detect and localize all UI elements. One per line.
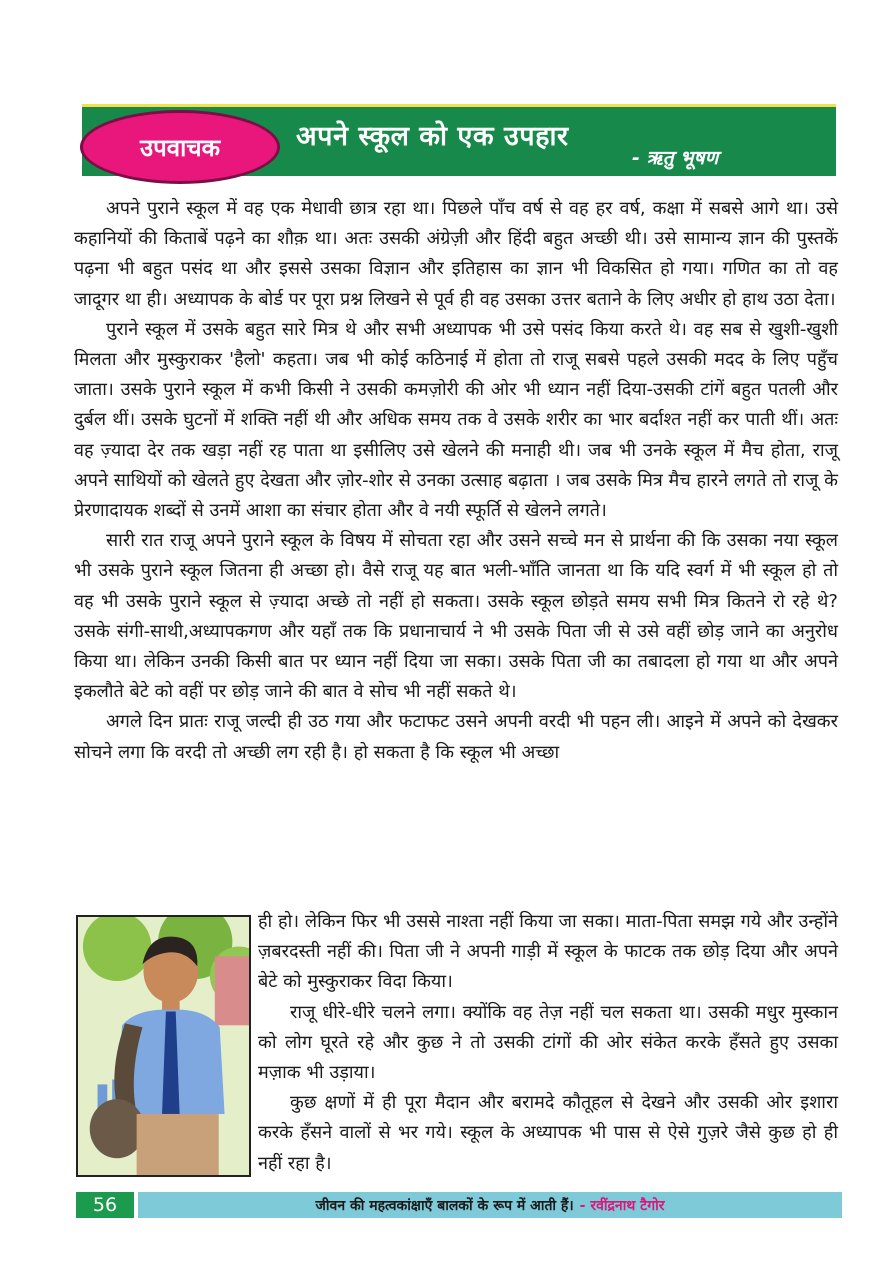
paragraph: ही हो। लेकिन फिर भी उससे नाश्ता नहीं किया जा सका। माता-पिता समझ गये और उन्होंने ज़बरदस्ती नहीं की। पिता जी ने अपनी गाड़ी में स्कूल के फाटक तक छोड़ दिया और अपने बेटे को मुस्कुराकर विदा किया। xyxy=(258,911,838,993)
footer-quote: जीवन की महत्वकांक्षाएँ बालकों के रूप में आती हैं। xyxy=(315,1197,574,1214)
paragraph: कुछ क्षणों में ही पूरा मैदान और बरामदे कौतूहल से देखने और उसकी ओर इशारा करके हँसने वालों से भर गये। स्कूल के अध्यापक भी पास से ऐसे गुज़रे जैसे कुछ हो ही नहीं रहा है। xyxy=(258,1092,838,1174)
section-badge-label: उपवाचक xyxy=(139,133,221,162)
paragraph: अपने पुराने स्कूल में वह एक मेधावी छात्र रहा था। पिछले पाँच वर्ष से वह हर वर्ष, कक्षा में सबसे आगे था। उसे कहानियों की किताबें पढ़ने का शौक़ था। अतः उसकी अंग्रेज़ी और हिंदी बहुत अच्छी थी। उसे सामान्य ज्ञान की पुस्तकें पढ़ना भी बहुत पसंद था और इससे उसका विज्ञान और इतिहास का ज्ञान भी विकसित हो गया। गणित का तो वह जादूगर था ही। अध्यापक के बोर्ड पर पूरा प्रश्न लिखने से पूर्व ही वह उसका उत्तर बताने के लिए अधीर हो हाथ उठा देता। xyxy=(74,198,838,310)
page-number: 56 xyxy=(76,1192,134,1218)
footer-quote-band xyxy=(138,1192,842,1218)
paragraph: अगले दिन प्रातः राजू जल्दी ही उठ गया और फटाफट उसने अपनी वरदी भी पहन ली। आइने में अपने को देखकर सोचने लगा कि वरदी तो अच्छी लग रही है। हो सकता है कि स्कूल भी अच्छा xyxy=(74,711,838,763)
chapter-title: अपने स्कूल को एक उपहार xyxy=(296,121,569,152)
story-body xyxy=(74,194,838,768)
paragraph: पुराने स्कूल में उसके बहुत सारे मित्र थे और सभी अध्यापक भी उसे पसंद किया करते थे। वह सब से खुशी-खुशी मिलता और मुस्कुराकर 'हैलो' कहता। जब भी कोई कठिनाई में होता तो राजू सबसे पहले उसकी मदद के लिए पहुँच जाता। उसके पुराने स्कूल में कभी किसी ने उसकी कमज़ोरी की ओर भी ध्यान नहीं दिया-उसकी टांगें बहुत पतली और दुर्बल थीं। उसके घुटनों में शक्ति नहीं थी और अधिक समय तक वे उसके शरीर का भार बर्दाश्त नहीं कर पाती थीं। अतः वह ज़्यादा देर तक खड़ा नहीं रह पाता था इसीलिए उसे खेलने की मनाही थी। जब भी उनके स्कूल में मैच होता, राजू अपने साथियों को खेलते हुए देखता और ज़ोर-शोर से उनका उत्साह बढ़ाता । जब उसके मित्र मैच हारने लगते तो राजू के प्रेरणादायक शब्दों से उनमें आशा का संचार होता और वे नयी स्फूर्ति से खेलने लगते। xyxy=(74,318,838,522)
story-body-wrapped xyxy=(258,907,838,1179)
section-badge xyxy=(80,110,280,184)
boy-illustration xyxy=(76,915,251,1177)
chapter-author: - ऋतु भूषण xyxy=(632,147,719,169)
paragraph: सारी रात राजू अपने पुराने स्कूल के विषय में सोचता रहा और उसने सच्चे मन से प्रार्थना की कि उसका नया स्कूल भी उसके पुराने स्कूल जितना ही अच्छा हो। वैसे राजू यह बात भली-भाँति जानता था कि यदि स्वर्ग में भी स्कूल हो तो वह भी उसके पुराने स्कूल से ज़्यादा अच्छे तो नहीं हो सकता। उसके स्कूल छोड़ते समय सभी मित्र कितने रो रहे थे? उसके संगी-साथी,अध्यापकगण और यहाँ तक कि प्रधानाचार्य ने भी उसके पिता जी से उसे वहीं छोड़ जाने का अनुरोध किया था। लेकिन उनकी किसी बात पर ध्यान नहीं दिया जा सका। उसके पिता जी का तबादला हो गया था और अपने इकलौते बेटे को वहीं पर छोड़ जाने की बात वे सोच भी नहीं सकते थे। xyxy=(74,530,838,703)
paragraph: राजू धीरे-धीरे चलने लगा। क्योंकि वह तेज़ नहीं चल सकता था। उसकी मधुर मुस्कान को लोग घूरते रहे और कुछ ने तो उसकी टांगों की ओर संकेत करके हँसते हुए उसका मज़ाक भी उड़ाया। xyxy=(258,1001,838,1084)
footer-quote-author: - रवींद्रनाथ टैगोर xyxy=(579,1197,665,1214)
